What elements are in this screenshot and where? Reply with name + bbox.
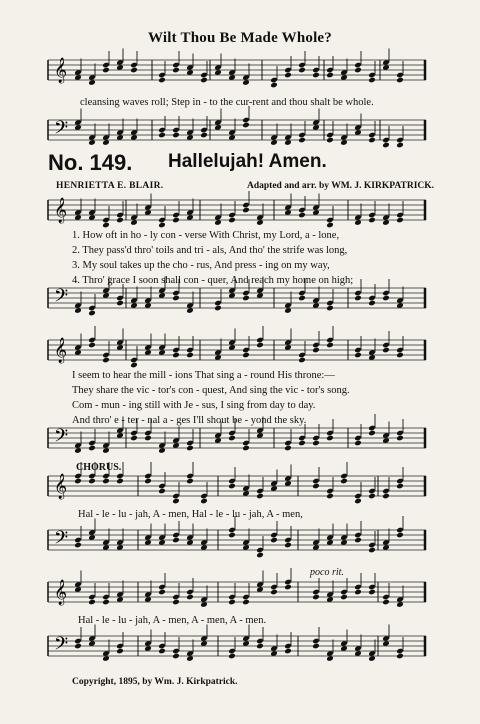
- note-head: [368, 300, 376, 307]
- chorus-line-1: Hal - le - lu - jah, A - men, Hal - le - lu - jah, A - men,: [78, 509, 303, 520]
- note-head: [354, 295, 362, 302]
- note-head: [228, 532, 236, 539]
- note-head: [158, 589, 166, 596]
- note-head: [354, 498, 362, 505]
- note-head: [312, 440, 320, 447]
- verse-1-line-1: 1. How oft in ho - ly con - verse With Christ, my Lord, a - lone,: [72, 230, 340, 241]
- note-head: [340, 594, 348, 601]
- note-head: [200, 77, 208, 84]
- note-head: [312, 594, 320, 601]
- clef-icon: 𝄢: [54, 528, 69, 553]
- note-head: [242, 295, 250, 302]
- note-head: [284, 542, 292, 549]
- clef-icon: 𝄢: [54, 634, 69, 659]
- note-head: [116, 478, 124, 485]
- note-head: [396, 217, 404, 224]
- previous-hymn-lyric: cleansing waves roll; Step in - to the cur-rent and thou shalt be whole.: [80, 97, 374, 108]
- clef-icon: 𝄞: [54, 58, 68, 83]
- clef-icon: 𝄞: [54, 580, 68, 605]
- verse-2-line-1: 2. They pass'd thro' toils and tri - als, And tho' the strife was long,: [72, 245, 348, 256]
- note-head: [298, 295, 306, 302]
- note-head: [256, 342, 264, 349]
- note-head: [396, 352, 404, 359]
- note-head: [326, 72, 334, 79]
- note-head: [256, 643, 264, 650]
- note-head: [396, 653, 404, 660]
- note-head: [354, 589, 362, 596]
- note-head: [88, 445, 96, 452]
- note-head: [158, 488, 166, 495]
- chorus-line-2: Hal - le - lu - jah, A - men, A - men, A - men.: [78, 615, 267, 626]
- note-head: [130, 67, 138, 74]
- note-head: [186, 478, 194, 485]
- note-head: [172, 599, 180, 606]
- chorus-label: CHORUS.: [76, 462, 122, 473]
- note-head: [102, 222, 110, 229]
- note-head: [270, 537, 278, 544]
- note-head: [368, 137, 376, 144]
- note-head: [172, 217, 180, 224]
- verse-3-line-1: 3. My soul takes up the cho - rus, And press - ing on my way,: [72, 260, 330, 271]
- note-head: [88, 599, 96, 606]
- note-head: [144, 478, 152, 485]
- note-head: [270, 589, 278, 596]
- note-head: [158, 222, 166, 229]
- note-head: [88, 478, 96, 485]
- note-head: [312, 347, 320, 354]
- clef-icon: 𝄞: [54, 338, 68, 363]
- hymn-arranger: Adapted and arr. by WM. J. KIRKPATRICK.: [247, 181, 435, 191]
- note-head: [326, 435, 334, 442]
- note-head: [242, 352, 250, 359]
- note-head: [284, 72, 292, 79]
- note-head: [102, 599, 110, 606]
- note-head: [228, 599, 236, 606]
- note-head: [326, 305, 334, 312]
- note-head: [326, 137, 334, 144]
- copyright: Copyright, 1895, by Wm. J. Kirkpatrick.: [72, 677, 238, 687]
- note-head: [172, 498, 180, 505]
- note-head: [298, 137, 306, 144]
- note-head: [298, 212, 306, 219]
- note-head: [214, 305, 222, 312]
- note-head: [242, 445, 250, 452]
- note-head: [172, 295, 180, 302]
- note-head: [130, 362, 138, 369]
- note-head: [102, 478, 110, 485]
- note-head: [368, 493, 376, 500]
- note-head: [130, 435, 138, 442]
- note-head: [298, 67, 306, 74]
- system-chorus-2: [48, 578, 426, 678]
- note-head: [368, 77, 376, 84]
- note-head: [326, 493, 334, 500]
- note-head: [172, 132, 180, 139]
- note-head: [88, 342, 96, 349]
- note-head: [102, 357, 110, 364]
- note-head: [116, 300, 124, 307]
- note-head: [284, 445, 292, 452]
- note-head: [382, 142, 390, 149]
- note-head: [368, 589, 376, 596]
- hymn-title: Hallelujah! Amen.: [168, 151, 327, 172]
- note-head: [172, 537, 180, 544]
- note-head: [312, 72, 320, 79]
- note-head: [228, 435, 236, 442]
- note-head: [186, 445, 194, 452]
- note-head: [158, 132, 166, 139]
- staff-system-chorus-2: [48, 578, 426, 678]
- note-head: [116, 648, 124, 655]
- note-head: [256, 552, 264, 559]
- note-head: [354, 352, 362, 359]
- note-head: [270, 82, 278, 89]
- verse-3-line-2: Com - mun - ing still with Je - sus, I sing from day to day.: [72, 400, 316, 411]
- running-title: Wilt Thou Be Made Whole?: [148, 30, 332, 46]
- clef-icon: 𝄞: [54, 198, 68, 223]
- note-head: [158, 648, 166, 655]
- note-head: [382, 493, 390, 500]
- note-head: [102, 67, 110, 74]
- verse-1-line-2: I seem to hear the mill - ions That sing a - round His throne:—: [72, 370, 335, 381]
- note-head: [396, 142, 404, 149]
- note-head: [172, 653, 180, 660]
- system-chorus-1: [48, 472, 426, 572]
- clef-icon: 𝄞: [54, 474, 68, 499]
- note-head: [382, 295, 390, 302]
- note-head: [368, 547, 376, 554]
- note-head: [172, 67, 180, 74]
- note-head: [228, 483, 236, 490]
- hymn-number: No. 149.: [48, 150, 133, 175]
- note-head: [228, 217, 236, 224]
- note-head: [312, 483, 320, 490]
- verse-4-line-1: 4. Thro' grace I soon shall con - quer, And reach my home on high;: [72, 275, 354, 286]
- note-head: [186, 352, 194, 359]
- note-head: [368, 430, 376, 437]
- note-head: [200, 132, 208, 139]
- note-head: [382, 347, 390, 354]
- note-head: [172, 352, 180, 359]
- note-head: [354, 67, 362, 74]
- note-head: [312, 643, 320, 650]
- note-head: [200, 498, 208, 505]
- note-head: [284, 648, 292, 655]
- note-head: [326, 342, 334, 349]
- note-head: [396, 435, 404, 442]
- note-head: [228, 653, 236, 660]
- note-head: [144, 435, 152, 442]
- staff-system-chorus-1: [48, 472, 426, 572]
- clef-icon: 𝄢: [54, 286, 69, 311]
- note-head: [242, 599, 250, 606]
- note-head: [382, 599, 390, 606]
- note-head: [256, 493, 264, 500]
- note-head: [340, 478, 348, 485]
- note-head: [116, 217, 124, 224]
- note-head: [74, 478, 82, 485]
- note-head: [396, 483, 404, 490]
- note-head: [186, 594, 194, 601]
- note-head: [74, 643, 82, 650]
- clef-icon: 𝄢: [54, 426, 69, 451]
- note-head: [298, 357, 306, 364]
- note-head: [242, 122, 250, 129]
- verse-2-line-2: They share the vic - tor's con - quest, And sing the vic - tor's song.: [72, 385, 350, 396]
- note-head: [284, 584, 292, 591]
- note-head: [354, 440, 362, 447]
- note-head: [158, 77, 166, 84]
- clef-icon: 𝄢: [54, 118, 69, 143]
- tempo-mark: poco rit.: [310, 567, 344, 578]
- note-head: [298, 440, 306, 447]
- note-head: [74, 542, 82, 549]
- note-head: [354, 537, 362, 544]
- note-head: [88, 310, 96, 317]
- note-head: [368, 217, 376, 224]
- hymn-author: HENRIETTA E. BLAIR.: [56, 181, 164, 191]
- note-head: [396, 532, 404, 539]
- note-head: [326, 222, 334, 229]
- verse-4-line-2: And thro' e - ter - nal a - ges I'll shout be - yond the sky.: [72, 415, 307, 426]
- note-head: [242, 207, 250, 214]
- note-head: [396, 77, 404, 84]
